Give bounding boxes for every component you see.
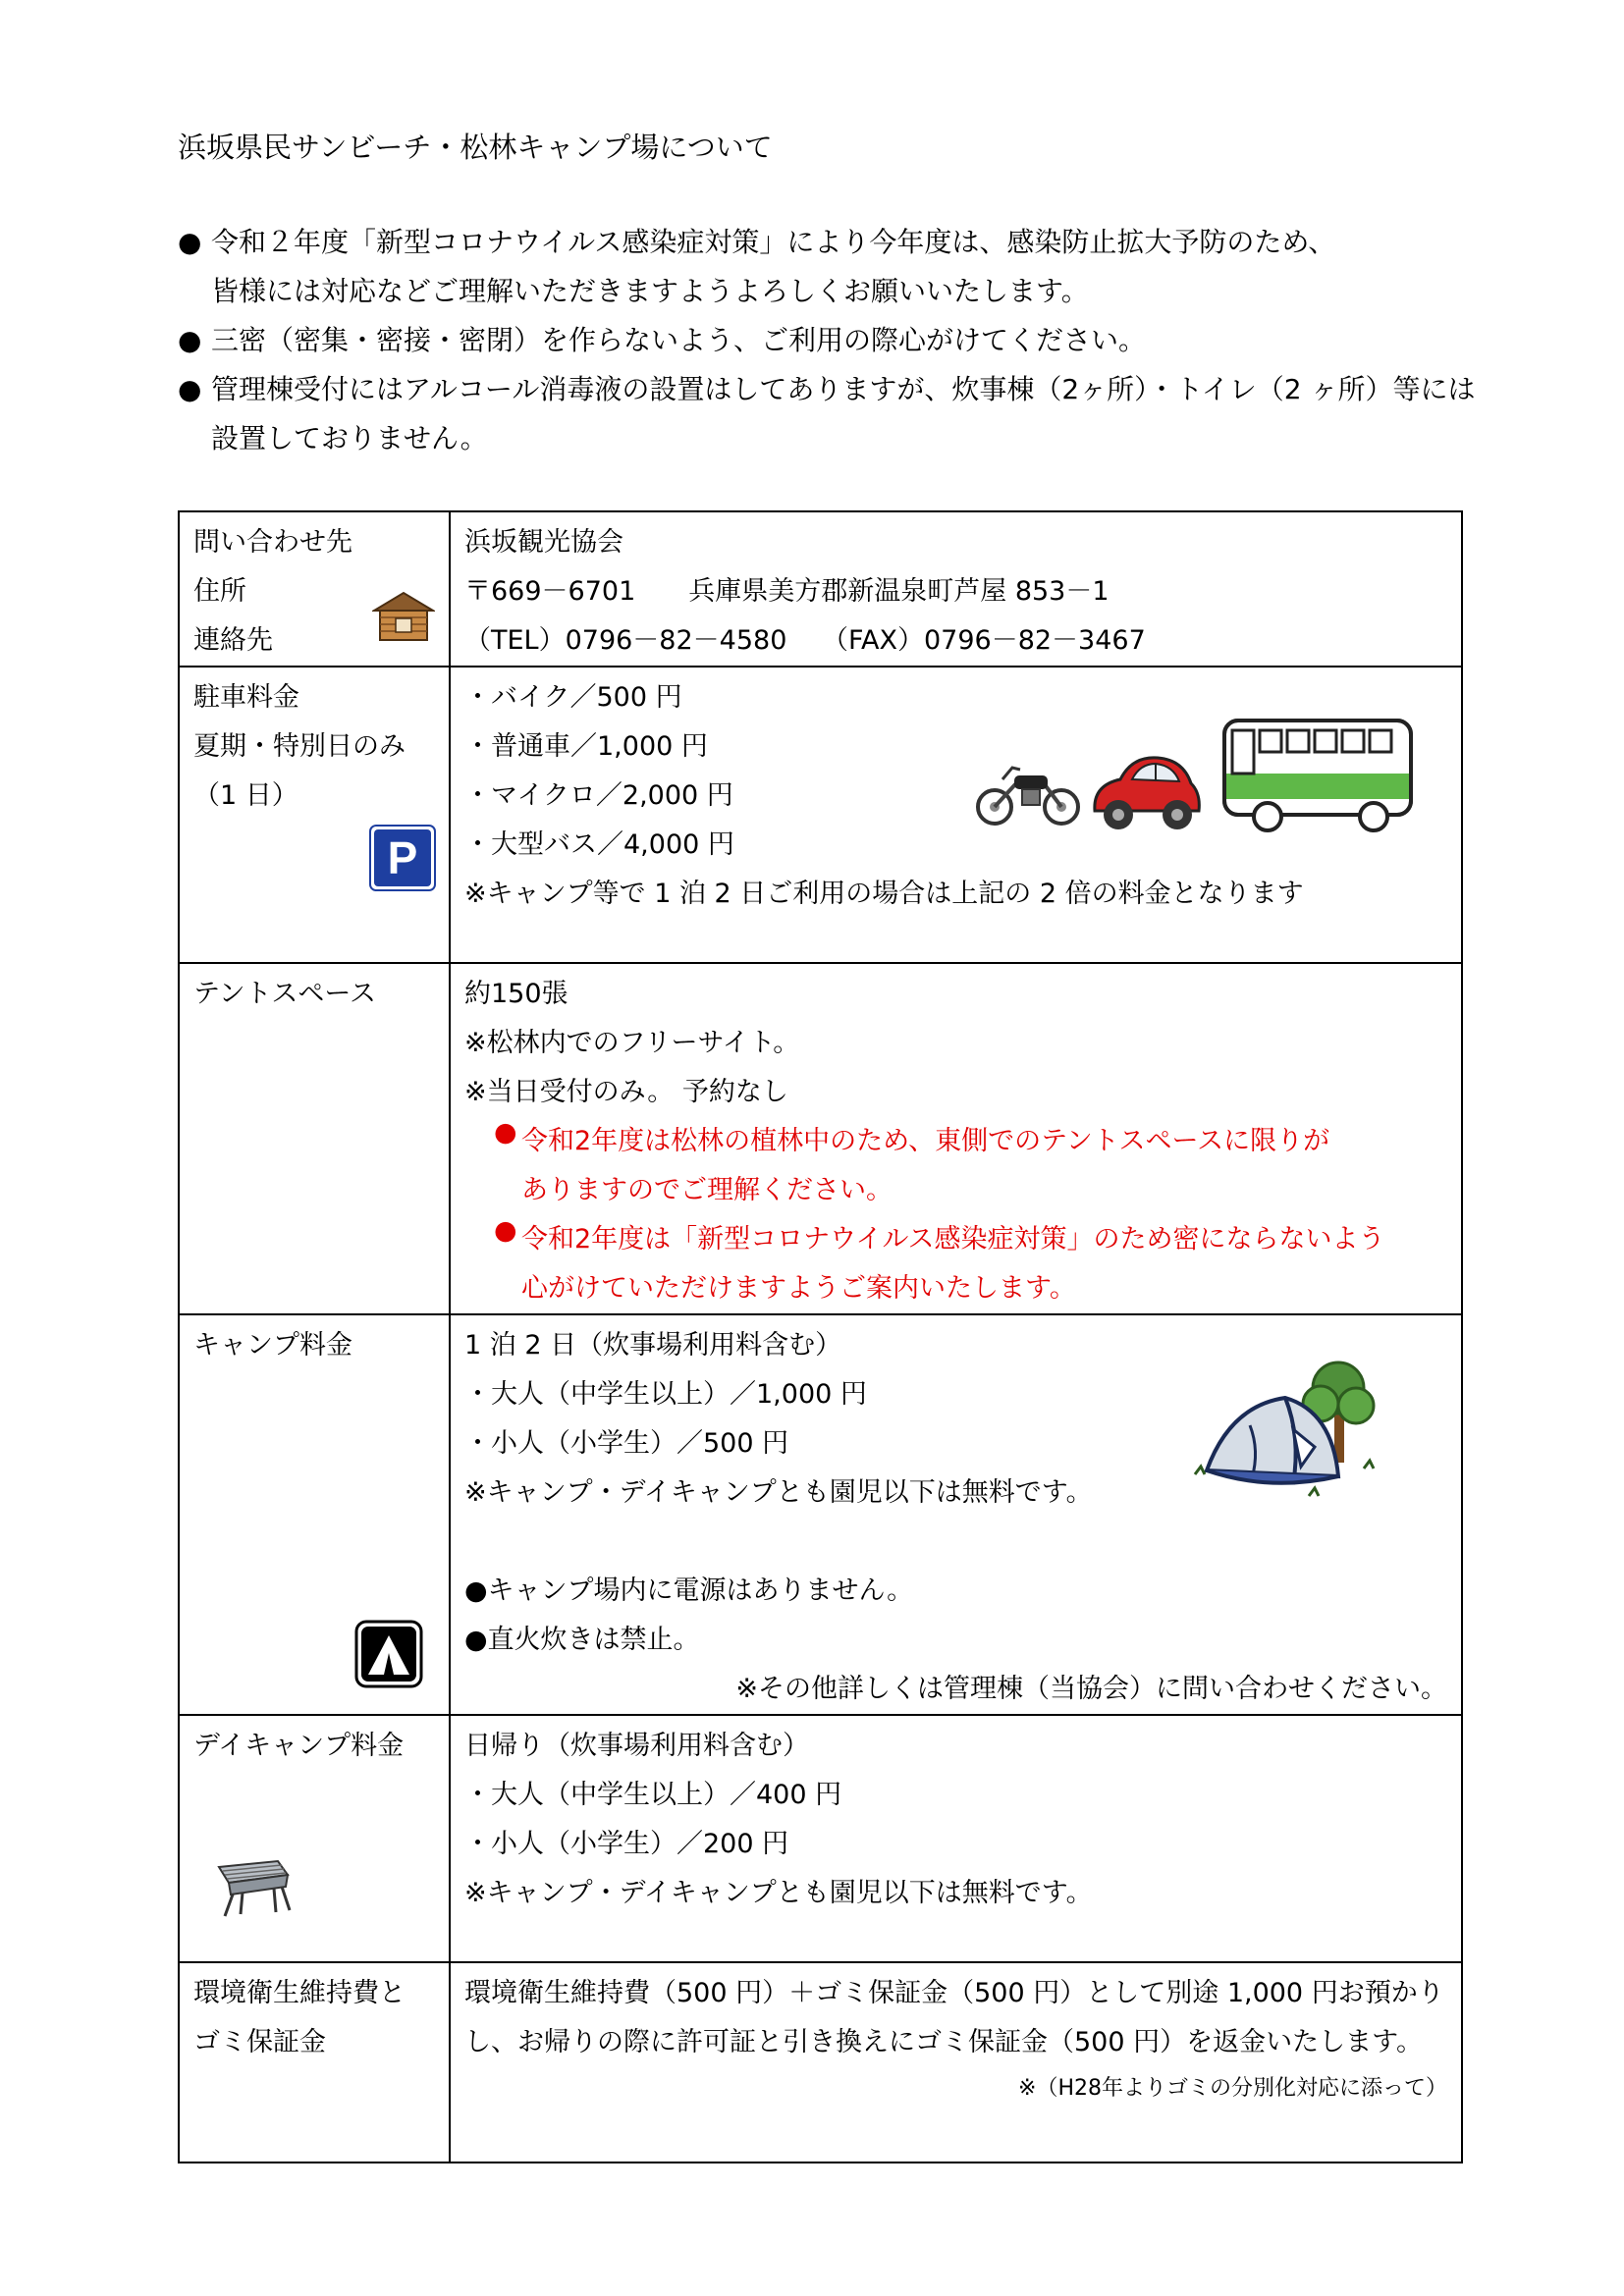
- label-cell: [179, 667, 450, 963]
- bus-icon: [1220, 715, 1417, 834]
- label: テントスペース: [193, 979, 377, 1009]
- row-env-fee: [179, 1962, 1462, 2163]
- row-daycamp-fee: [179, 1715, 1462, 1962]
- notice-list: [178, 218, 1475, 463]
- value-cell: [450, 963, 1462, 1314]
- value-cell: [450, 1314, 1462, 1715]
- label: デイキャンプ料金: [193, 1731, 405, 1761]
- org-name: 浜坂観光協会: [464, 527, 623, 558]
- notice-line: 皆様には対応などご理解いただきますようよろしくお願いいたします。: [211, 275, 1089, 307]
- free-note: ※キャンプ・デイキャンプとも園児以下は無料です。: [464, 1878, 1093, 1908]
- cabin-icon: [372, 591, 435, 642]
- bullet: ●: [494, 1117, 517, 1148]
- label: 駐車料金: [193, 682, 299, 713]
- rule-line: ●直火炊きは禁止。: [464, 1625, 700, 1655]
- fee-line: ・小人（小学生）／200 円: [464, 1829, 789, 1859]
- red-notice-line: 心がけていただけますようご案内いたします。: [521, 1273, 1076, 1304]
- red-notice-line: 令和2年度は「新型コロナウイルス感染症対策」のため密にならないよう: [521, 1224, 1385, 1255]
- contact-note: ※その他詳しくは管理棟（当協会）に問い合わせください。: [735, 1674, 1447, 1704]
- motorcycle-icon: [975, 758, 1083, 827]
- bullet: ●: [178, 226, 202, 258]
- red-notices: [464, 1117, 1447, 1313]
- label-cell: [179, 511, 450, 667]
- bullet: ●: [178, 373, 202, 405]
- stay-info: 1 泊 2 日（炊事場利用料含む）: [464, 1330, 842, 1361]
- site-note: ※当日受付のみ。 予約なし: [464, 1077, 788, 1107]
- rule-line: ●キャンプ場内に電源はありません。: [464, 1575, 914, 1606]
- phone-fax: （TEL）0796－82－4580 （FAX）0796－82－3467: [464, 625, 1146, 656]
- label: 問い合わせ先: [193, 527, 352, 558]
- notice-line: 令和２年度「新型コロナウイルス感染症対策」により今年度は、感染防止拡大予防のため、: [211, 226, 1336, 258]
- tent-trees-icon: [1191, 1349, 1397, 1506]
- notice-line: 三密（密集・密接・密閉）を作らないよう、ご利用の際心がけてください。: [211, 324, 1147, 356]
- fee-description: し、お帰りの際に許可証と引き換えにゴミ保証金（500 円）を返金いたします。: [464, 2027, 1423, 2057]
- info-table: [178, 510, 1463, 2163]
- row-tent-space: [179, 963, 1462, 1314]
- row-contact: [179, 511, 1462, 667]
- value-cell: [450, 667, 1462, 963]
- page-title: 浜坂県民サンビーチ・松林キャンプ場について: [178, 131, 773, 164]
- label: 連絡先: [193, 625, 273, 656]
- fee-line: ・普通車／1,000 円: [464, 731, 708, 762]
- spacer: [464, 1518, 1447, 1567]
- label-cell: [179, 1715, 450, 1962]
- bullet: ●: [494, 1215, 517, 1246]
- fee-line: ・バイク／500 円: [464, 682, 682, 713]
- notice-line: 管理棟受付にはアルコール消毒液の設置はしてありますが、炊事棟（2ヶ所）・トイレ（2 ヶ所）等には: [211, 373, 1476, 405]
- bullet: ●: [178, 324, 202, 356]
- car-icon: [1089, 750, 1203, 836]
- label-cell: [179, 963, 450, 1314]
- notice-item: [178, 365, 1475, 463]
- red-notice-line: ありますのでご理解ください。: [521, 1175, 893, 1205]
- value-cell: [450, 511, 1462, 667]
- fee-line: ・大人（中学生以上）／1,000 円: [464, 1379, 867, 1410]
- capacity: 約150張: [464, 979, 568, 1009]
- notice-line: 設置しておりません。: [211, 422, 488, 454]
- bbq-grill-icon: [213, 1853, 292, 1918]
- label: 夏期・特別日のみ: [193, 731, 406, 762]
- value-cell: [450, 1715, 1462, 1962]
- red-notice: [494, 1117, 1447, 1215]
- parking-sign-icon: [369, 825, 436, 891]
- label: キャンプ料金: [193, 1330, 352, 1361]
- row-camp-fee: [179, 1314, 1462, 1715]
- fee-note: ※キャンプ等で 1 泊 2 日ご利用の場合は上記の 2 倍の料金となります: [464, 879, 1304, 909]
- site-note: ※松林内でのフリーサイト。: [464, 1028, 800, 1058]
- free-note: ※キャンプ・デイキャンプとも園児以下は無料です。: [464, 1477, 1093, 1508]
- label: ゴミ保証金: [193, 2027, 326, 2057]
- address: 〒669－6701 兵庫県美方郡新温泉町芦屋 853－1: [464, 576, 1110, 607]
- fee-line: ・マイクロ／2,000 円: [464, 780, 733, 811]
- label-cell: [179, 1314, 450, 1715]
- label: 住所: [193, 576, 246, 607]
- stay-info: 日帰り（炊事場利用料含む）: [464, 1731, 809, 1761]
- notice-item: [178, 218, 1475, 316]
- red-notice-line: 令和2年度は松林の植林中のため、東側でのテントスペースに限りが: [521, 1126, 1330, 1156]
- fee-line: ・大人（中学生以上）／400 円: [464, 1780, 842, 1810]
- row-parking: [179, 667, 1462, 963]
- fee-line: ・小人（小学生）／500 円: [464, 1428, 789, 1459]
- fee-footnote: ※（H28年よりゴミの分別化対応に添って）: [1018, 2076, 1447, 2101]
- fee-description: 環境衛生維持費（500 円）＋ゴミ保証金（500 円）として別途 1,000 円お預かり: [464, 1978, 1444, 2008]
- label: 環境衛生維持費と: [193, 1978, 406, 2008]
- parking-sign-letter: P: [387, 832, 418, 883]
- label-cell: [179, 1962, 450, 2163]
- tent-sign-icon: [354, 1620, 423, 1688]
- red-notice: [494, 1215, 1447, 1313]
- notice-item: [178, 316, 1475, 365]
- fee-line: ・大型バス／4,000 円: [464, 829, 734, 860]
- label: （1 日）: [193, 780, 298, 811]
- value-cell: [450, 1962, 1462, 2163]
